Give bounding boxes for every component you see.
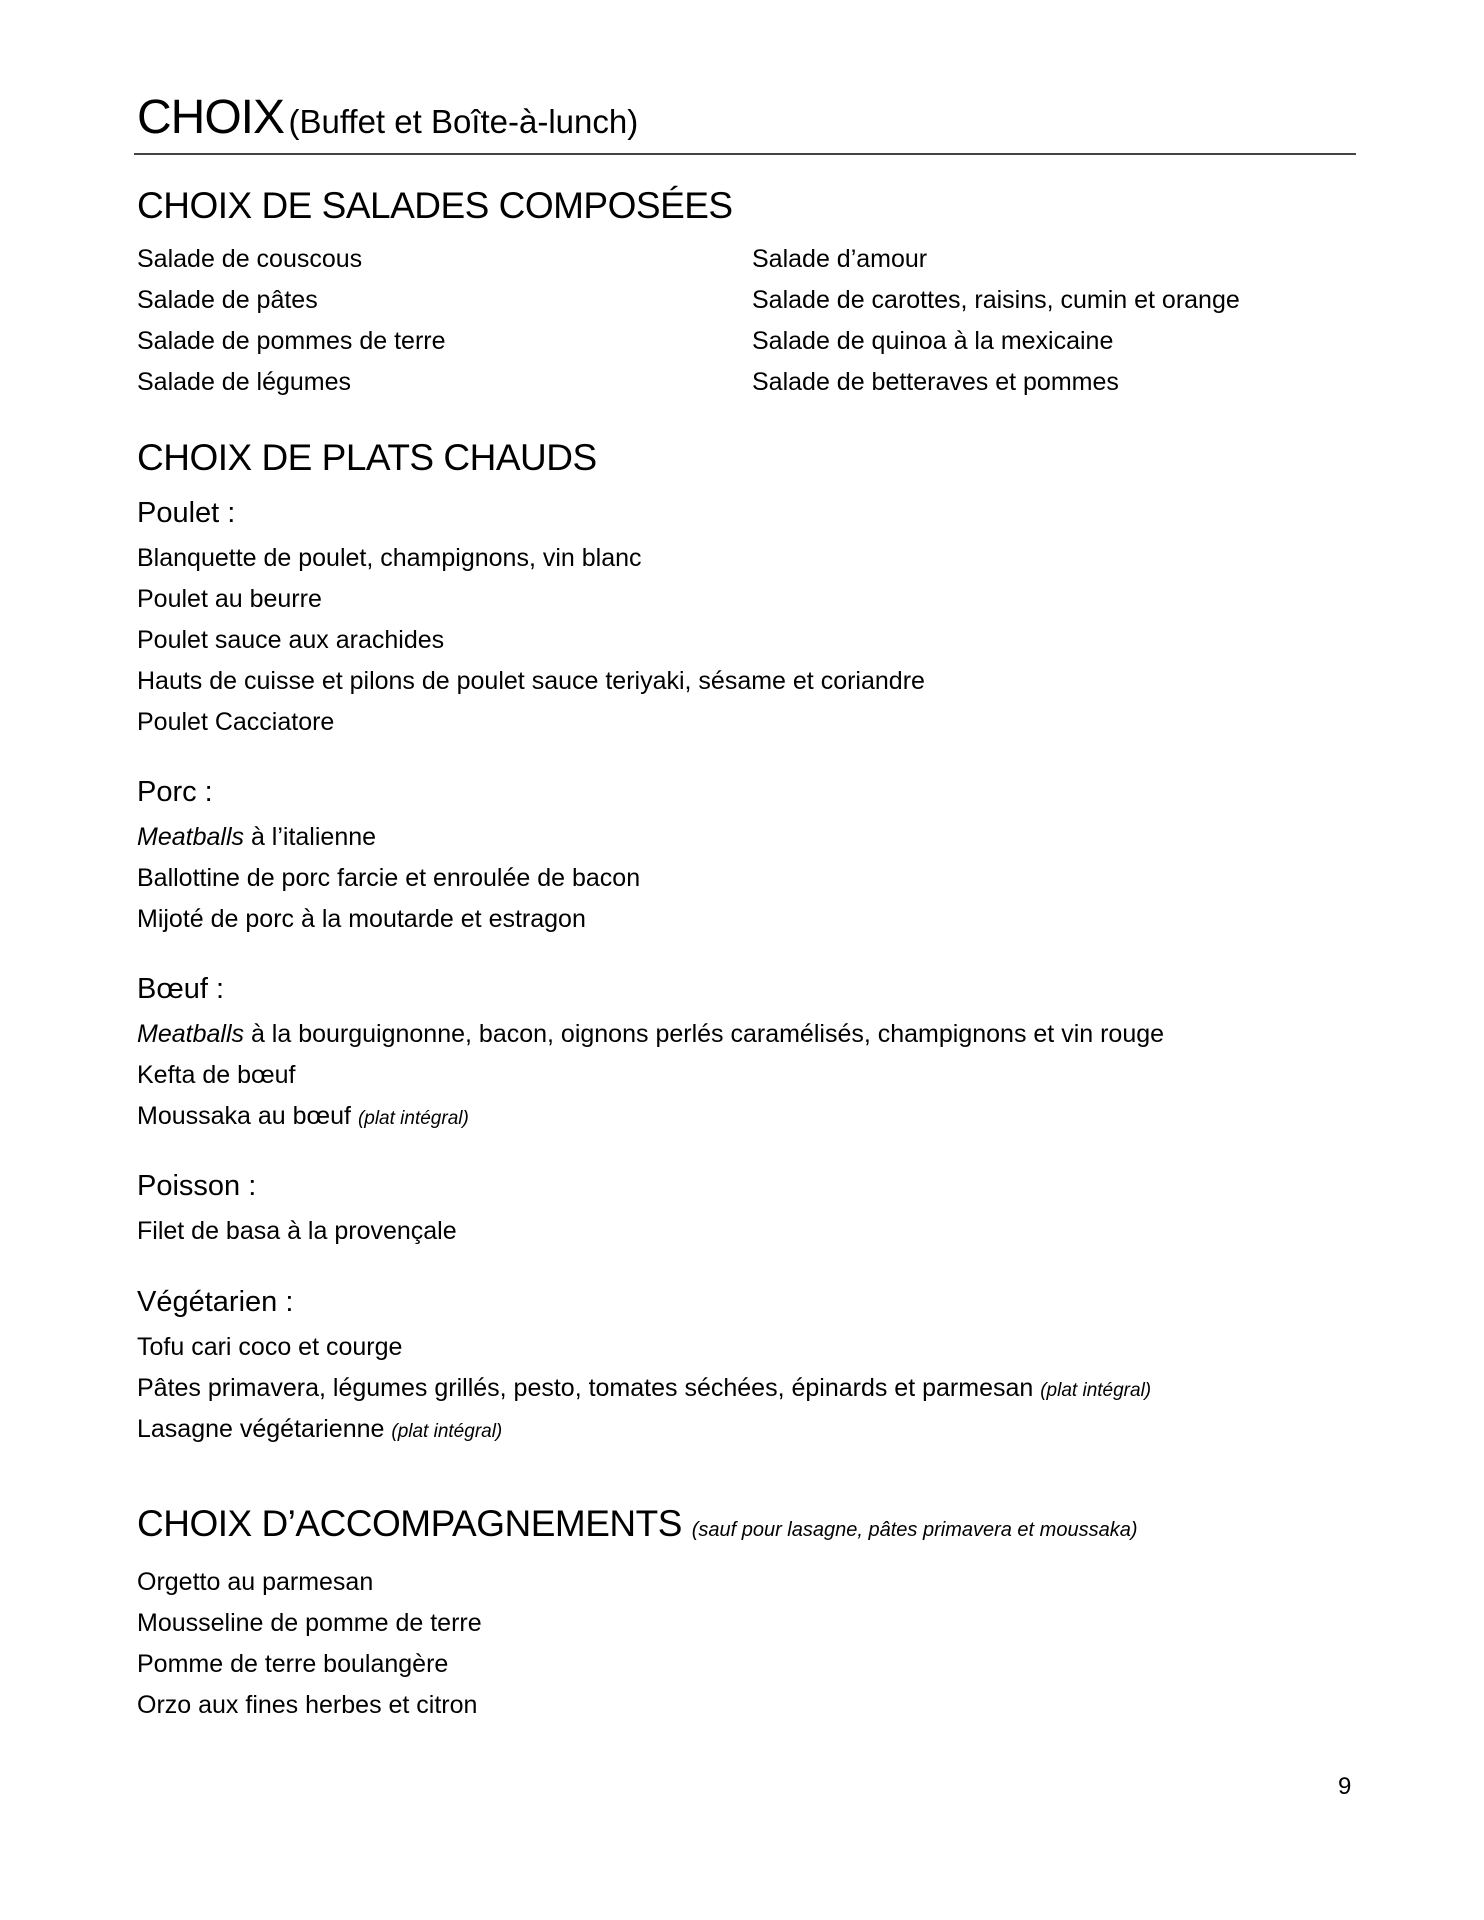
list-item: Salade de pommes de terre	[137, 327, 446, 355]
vegetarien-list	[137, 1327, 1151, 1450]
list-item: Salade de couscous	[137, 245, 363, 273]
list-item: Salade d’amour	[752, 245, 928, 273]
list-item: Filet de basa à la provençale	[137, 1217, 457, 1245]
accompagnements-list	[137, 1562, 482, 1726]
list-item: Kefta de bœuf	[137, 1061, 296, 1089]
item-text: à l’italienne	[244, 823, 377, 851]
list-item: Salade de betteraves et pommes	[752, 368, 1119, 396]
list-item	[137, 1409, 1151, 1450]
accompagnements-heading	[137, 1503, 1137, 1545]
list-item: Poulet Cacciatore	[137, 708, 335, 736]
page-number: 9	[1338, 1773, 1352, 1800]
item-text: Lasagne végétarienne	[137, 1415, 392, 1443]
salades-heading: CHOIX DE SALADES COMPOSÉES	[137, 185, 733, 226]
list-item: Mijoté de porc à la moutarde et estragon	[137, 905, 586, 933]
list-item: Salade de légumes	[137, 368, 352, 396]
list-item: Poulet au beurre	[137, 585, 322, 613]
vegetarien-subheading: Végétarien :	[137, 1286, 294, 1318]
item-note: (plat intégral)	[391, 1421, 503, 1442]
poulet-subheading: Poulet :	[137, 497, 236, 529]
italic-term: Meatballs	[137, 823, 244, 851]
list-item: Orzo aux fines herbes et citron	[137, 1691, 478, 1719]
list-item: Salade de carottes, raisins, cumin et orange	[752, 286, 1240, 314]
porc-subheading: Porc :	[137, 776, 213, 808]
poisson-subheading: Poisson :	[137, 1170, 257, 1202]
list-item	[137, 1368, 1151, 1409]
accompagnements-title: CHOIX D’ACCOMPAGNEMENTS	[137, 1503, 682, 1544]
item-text: Moussaka au bœuf	[137, 1102, 358, 1130]
poisson-list	[137, 1211, 457, 1252]
list-item: Blanquette de poulet, champignons, vin blanc	[137, 544, 642, 572]
boeuf-subheading: Bœuf :	[137, 973, 225, 1005]
list-item: Orgetto au parmesan	[137, 1568, 374, 1596]
list-item	[137, 1014, 1164, 1055]
list-item: Mousseline de pomme de terre	[137, 1609, 482, 1637]
list-item: Poulet sauce aux arachides	[137, 626, 445, 654]
boeuf-list	[137, 1014, 1164, 1137]
list-item: Tofu cari coco et courge	[137, 1333, 403, 1361]
list-item	[137, 817, 640, 858]
page-title-subtitle: (Buffet et Boîte-à-lunch)	[288, 103, 639, 140]
list-item: Salade de quinoa à la mexicaine	[752, 327, 1114, 355]
salades-list-right	[752, 239, 1240, 403]
list-item: Hauts de cuisse et pilons de poulet sauce teriyaki, sésame et coriandre	[137, 667, 925, 695]
page-title-main: CHOIX	[137, 91, 285, 144]
page-title	[137, 90, 638, 145]
item-note: (plat intégral)	[357, 1108, 469, 1129]
plats-heading: CHOIX DE PLATS CHAUDS	[137, 437, 597, 478]
porc-list	[137, 817, 640, 940]
item-note: (plat intégral)	[1040, 1380, 1152, 1401]
list-item: Salade de pâtes	[137, 286, 318, 314]
accompagnements-note: (sauf pour lasagne, pâtes primavera et moussaka)	[691, 1519, 1138, 1541]
list-item	[137, 1096, 1164, 1137]
item-text: à la bourguignonne, bacon, oignons perlés caramélisés, champignons et vin rouge	[244, 1020, 1165, 1048]
title-divider	[134, 153, 1356, 155]
item-text: Pâtes primavera, légumes grillés, pesto, tomates séchées, épinards et parmesan	[137, 1374, 1041, 1402]
italic-term: Meatballs	[137, 1020, 244, 1048]
poulet-list	[137, 538, 925, 743]
salades-list-left	[137, 239, 446, 403]
list-item: Ballottine de porc farcie et enroulée de bacon	[137, 864, 641, 892]
list-item: Pomme de terre boulangère	[137, 1650, 449, 1678]
